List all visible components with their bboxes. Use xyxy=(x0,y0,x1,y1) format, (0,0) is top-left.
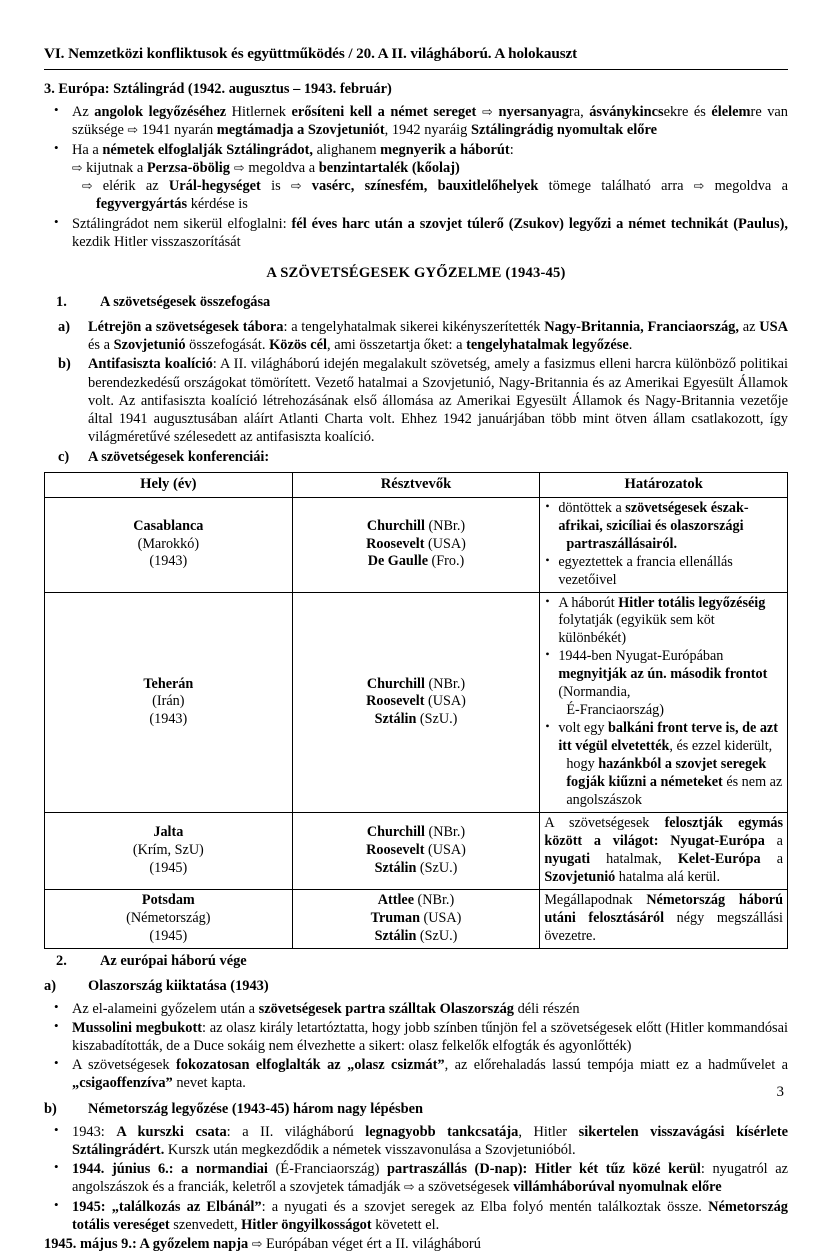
page-number: 3 xyxy=(776,1084,784,1100)
body-text: és nem az angolszászok xyxy=(566,774,783,808)
emphasis-text: nyersanyag xyxy=(498,104,569,121)
bullet-item xyxy=(44,103,788,139)
table-row xyxy=(45,592,788,812)
section-2b-heading xyxy=(44,1100,788,1118)
place-line xyxy=(49,518,288,536)
victory-day-line xyxy=(44,1235,788,1253)
cell-decisions xyxy=(540,812,788,889)
section-2-label: Az európai háború vége xyxy=(100,952,247,969)
body-text: Ha a xyxy=(72,141,103,158)
cell-place xyxy=(45,592,293,812)
body-text xyxy=(302,178,312,194)
body-text: 1944-ben Nyugat-Európában xyxy=(558,648,724,665)
bullet-item xyxy=(44,1000,788,1018)
body-text: , és ezzel kiderült, xyxy=(669,738,773,755)
place-line xyxy=(49,824,288,842)
participant-country: (NBr.) xyxy=(424,517,466,534)
participant-country: (Fro.) xyxy=(428,553,465,570)
emphasis-text: fegyvergyártás xyxy=(96,196,188,213)
section-2a-letter: a) xyxy=(44,977,56,994)
participant-name: Churchill xyxy=(366,824,425,841)
participant-country: (USA) xyxy=(424,693,466,710)
bullet-item xyxy=(44,215,788,251)
body-text: Az xyxy=(72,104,95,121)
emphasis-text: Mussolini megbukott xyxy=(72,1019,203,1036)
table-header-row xyxy=(45,472,788,497)
participant-name: Roosevelt xyxy=(366,693,425,710)
bullet-item xyxy=(44,141,788,214)
participant-line xyxy=(297,892,536,910)
body-text: : A II. világháború idején megalakult szövetség, amely a fasizmus elleni harcra különböző politikai berendezkedésű országokat tömörített. Vezető hatalmai a Szovjetunió, Nagy-Britannia és az Amerikai Egyesült Államok volt. Az antifasiszta koalíció létrehozásának első állomása az Amerikai Egyesült Államok és Nagy-Britannia vezetője által 1941 augusztusában aláírt Atlanti Charta volt. Ehhez 1942 januárjában több mint ötven állam csatlakozott, így világméretűvé szélesedett az antifasiszta koalíció. xyxy=(88,356,788,446)
place-line: (Marokkó) xyxy=(137,535,200,552)
body-text: : az olasz király letartóztatta, hogy jobb színben tűnjön fel a szövetségesek előtt (Hitler kommandósai kiszabadították, de a Duce sokáig nem élvezhette a sikert: olasz felkelők elfogták és agyonlőtték) xyxy=(72,1019,789,1055)
arrow-glyph: ⇨ xyxy=(82,178,93,194)
emphasis-text: Szovjetunió xyxy=(113,337,186,354)
lettered-item xyxy=(58,318,788,354)
place-name: Casablanca xyxy=(133,517,204,534)
emphasis-text: fokozatosan elfoglalták az „olasz csizmát” xyxy=(175,1057,445,1074)
emphasis-text: felosztják egymás között a világot: Nyugat-Európa xyxy=(544,814,783,849)
body-text: a xyxy=(764,832,783,849)
participant-country: (NBr.) xyxy=(414,892,455,909)
column-header-participants: Résztvevők xyxy=(292,472,540,497)
participant-name: De Gaulle xyxy=(367,553,428,570)
participant-name: Roosevelt xyxy=(366,841,425,858)
conferences-table-body xyxy=(45,497,788,948)
section-3-title: 3. Európa: Sztálingrád (1942. augusztus – 1943. február) xyxy=(44,80,392,97)
emphasis-text: megnyitják az ún. második frontot xyxy=(558,666,768,683)
cell-decisions xyxy=(540,592,788,812)
emphasis-text: szövetségesek partra szálltak Olaszország xyxy=(258,1000,514,1017)
participant-country: (USA) xyxy=(424,841,466,858)
body-text: : nyugatról az angolszászok és a franciák, keletről a szovjetek támadják xyxy=(72,1161,789,1196)
body-text: kérdése is xyxy=(187,196,248,213)
participant-line xyxy=(297,910,536,928)
body-text: hogy xyxy=(566,756,599,773)
bullet-item xyxy=(44,1056,788,1092)
cell-participants xyxy=(292,497,540,592)
body-text: (Normandia, xyxy=(558,684,631,701)
body-text: déli részén xyxy=(513,1000,580,1017)
emphasis-text: Németország totális vereséget xyxy=(72,1198,788,1233)
participant-name: Churchill xyxy=(366,517,425,534)
emphasis-text: Urál-hegységet xyxy=(168,178,261,195)
page-content xyxy=(44,44,788,1253)
bullet-item xyxy=(44,1123,788,1159)
arrow-glyph: ⇨ xyxy=(72,159,83,175)
body-text: re van szüksége xyxy=(72,104,788,139)
cell-place xyxy=(45,497,293,592)
body-text: Az el-alameini győzelem után a xyxy=(72,1000,259,1017)
participant-line xyxy=(297,824,536,842)
decision-continuation xyxy=(558,756,783,810)
body-text: : a nyugati és a szovjet seregek az Elba folyó mentén találkoztak össze. xyxy=(261,1198,709,1215)
body-text: a xyxy=(760,850,783,867)
item-letter: c) xyxy=(58,448,70,465)
participant-line xyxy=(297,553,536,571)
emphasis-text: legnagyobb tankcsatája xyxy=(365,1123,519,1140)
body-text: , ami összetartja őket: a xyxy=(327,337,467,354)
body-text: hatalmak, xyxy=(590,850,678,867)
participant-line xyxy=(297,518,536,536)
emphasis-text: Kelet-Európa xyxy=(677,850,761,867)
participant-line xyxy=(297,842,536,860)
emphasis-text: tengelyhatalmak legyőzése xyxy=(466,337,629,354)
place-name: Teherán xyxy=(143,675,194,692)
place-line xyxy=(49,892,288,910)
body-text: Kurszk után megkezdődik a németek visszavonulása a Szovjetunióból. xyxy=(164,1141,576,1158)
emphasis-text: szövetségesek észak-afrikai, szicíliai és olaszországi xyxy=(558,499,749,534)
lettered-item xyxy=(58,448,788,466)
table-row xyxy=(45,497,788,592)
place-line: (Irán) xyxy=(152,693,185,710)
cell-place xyxy=(45,812,293,889)
decision-item xyxy=(544,648,783,720)
section-2a-bullet-list xyxy=(44,1000,788,1093)
place-line: (1945) xyxy=(149,859,188,876)
table-row xyxy=(45,889,788,948)
arrow-glyph: ⇨ xyxy=(404,1179,415,1195)
emphasis-text: nyugati xyxy=(544,850,591,867)
body-text: négy megszállási övezetre. xyxy=(544,909,783,944)
body-text: döntöttek a xyxy=(558,499,626,516)
participant-country: (SzU.) xyxy=(416,927,458,944)
emphasis-text: balkáni front terve is, de azt itt végül elvetették xyxy=(558,720,778,755)
body-text: Hitlernek xyxy=(226,104,292,121)
emphasis-text: németek elfoglalják Sztálingrádot, xyxy=(102,141,314,158)
conferences-table xyxy=(44,472,788,949)
emphasis-text: partraszállás (D-nap): Hitler két tűz közé kerül xyxy=(387,1161,701,1178)
emphasis-text: Közös cél xyxy=(269,337,328,354)
participant-line xyxy=(297,928,536,946)
bullet-item xyxy=(44,1198,788,1234)
body-text: Megállapodnak xyxy=(544,891,647,908)
emphasis-text: ásványkincs xyxy=(589,104,664,121)
body-text: : xyxy=(509,141,514,158)
participant-name: Sztálin xyxy=(374,859,417,876)
participant-line xyxy=(297,536,536,554)
emphasis-text: erősíteni kell a német sereget xyxy=(291,104,477,121)
body-text: A szövetségesek xyxy=(544,814,665,831)
body-text: 1941 nyarán xyxy=(138,122,217,139)
body-text: , az előrehaladás lassú tempója miatt ez a hadművelet a xyxy=(444,1057,788,1074)
place-line: (1943) xyxy=(149,553,188,570)
arrow-sub-line xyxy=(72,177,788,213)
emphasis-text: benzintartalék (kőolaj) xyxy=(318,159,460,176)
emphasis-text: Perzsa-öbölig xyxy=(146,159,230,176)
participant-line xyxy=(297,676,536,694)
participant-name: Sztálin xyxy=(374,927,417,944)
emphasis-text: Nagy-Britannia, Franciaország, xyxy=(544,318,739,335)
body-text: Sztálingrádot nem sikerül elfoglalni: xyxy=(72,215,292,232)
body-text: és a xyxy=(88,337,114,354)
body-text: (É-Franciaország) xyxy=(267,1161,387,1178)
emphasis-text: Szovjetunió xyxy=(544,868,616,885)
allies-point-1-number: 1. xyxy=(56,293,67,310)
body-text: , 1942 nyaráig xyxy=(384,122,471,139)
lettered-item xyxy=(58,355,788,446)
section-2b-letter: b) xyxy=(44,1100,57,1117)
section-3-bullet-list xyxy=(44,103,788,251)
allies-point-1-label: A szövetségesek összefogása xyxy=(100,293,271,310)
emphasis-text: 1944. június 6.: a normandiai xyxy=(72,1161,268,1178)
body-text: a szövetségesek xyxy=(414,1179,514,1196)
section-2b-label: Németország legyőzése (1943-45) három nagy lépésben xyxy=(88,1100,424,1117)
body-text: É-Franciaország) xyxy=(566,702,664,719)
body-text: tömege található arra xyxy=(538,178,694,195)
item-letter: a) xyxy=(58,318,70,335)
emphasis-text: villámháborúval nyomulnak előre xyxy=(513,1179,722,1196)
emphasis-text: partraszállásairól. xyxy=(566,535,678,552)
body-text: : a tengelyhatalmak sikerei kikényszerítették xyxy=(283,318,545,335)
participant-line xyxy=(297,860,536,878)
emphasis-text: hazánkból a szovjet seregek fogják kiűzni a németeket xyxy=(566,756,767,791)
column-header-decisions: Határozatok xyxy=(540,472,788,497)
emphasis-text: A kurszki csata xyxy=(116,1123,227,1140)
decision-list xyxy=(544,500,783,590)
body-text: . xyxy=(628,337,633,354)
arrow-sub-line xyxy=(72,159,788,177)
participant-name: Attlee xyxy=(377,892,414,909)
emphasis-text: Hitler totális legyőzéséig xyxy=(618,594,766,611)
body-text: elérik az xyxy=(92,178,169,195)
allies-point-1-heading xyxy=(56,293,788,311)
arrow-glyph: ⇨ xyxy=(127,122,139,138)
place-line: (Németország) xyxy=(126,909,211,926)
emphasis-text: sikertelen visszavágási kísérlete Sztálingrádért. xyxy=(72,1123,788,1158)
emphasis-text: Hitler öngyilkosságot xyxy=(241,1216,372,1233)
bullet-item xyxy=(44,1160,788,1196)
cell-decisions xyxy=(540,889,788,948)
decision-item xyxy=(544,595,783,649)
body-text: követett el. xyxy=(371,1216,440,1233)
column-header-place: Hely (év) xyxy=(45,472,293,497)
section-2-number: 2. xyxy=(56,952,67,969)
body-text: ra, xyxy=(568,104,590,121)
participant-name: Sztálin xyxy=(374,711,417,728)
cell-participants xyxy=(292,889,540,948)
arrow-glyph: ⇨ xyxy=(229,159,249,175)
emphasis-text: Németország háború utáni felosztásáról xyxy=(544,891,783,926)
emphasis-text: Sztálingrádig nyomultak előre xyxy=(470,122,657,139)
emphasis-text: megnyerik a háborút xyxy=(380,141,510,158)
body-text: megoldva a xyxy=(248,159,319,176)
emphasis-text: 1945: „találkozás az Elbánál” xyxy=(72,1198,262,1215)
participant-name: Churchill xyxy=(366,675,425,692)
section-2a-heading xyxy=(44,977,788,995)
body-text: A háborút xyxy=(558,594,619,611)
emphasis-text: Antifasiszta koalíció xyxy=(88,356,213,373)
participant-line xyxy=(297,693,536,711)
participant-name: Roosevelt xyxy=(366,535,425,552)
arrow-glyph: ⇨ xyxy=(693,178,705,194)
body-text: 1943: xyxy=(72,1123,117,1140)
participant-country: (SzU.) xyxy=(416,859,458,876)
allies-victory-title: A SZÖVETSÉGESEK GYŐZELME (1943-45) xyxy=(266,264,566,281)
cell-decisions xyxy=(540,497,788,592)
body-text: A szövetségesek xyxy=(72,1057,176,1074)
body-text: : a II. világháború xyxy=(226,1123,366,1140)
body-text: kezdik Hitler visszaszorítását xyxy=(72,233,241,250)
emphasis-text: fél éves harc után a szovjet túlerő (Zsukov) legyőzi a német technikát (Paulus), xyxy=(291,215,788,232)
emphasis-text: élelem xyxy=(711,104,751,121)
emphasis-text: megtámadja a Szovjetuniót xyxy=(216,122,385,139)
body-text: szenvedett, xyxy=(169,1216,242,1233)
item-letter: b) xyxy=(58,356,71,373)
participant-country: (NBr.) xyxy=(424,824,466,841)
decision-continuation xyxy=(558,536,783,554)
place-line: (1943) xyxy=(149,711,188,728)
arrow-glyph: ⇨ xyxy=(291,178,302,194)
body-text: nevet kapta. xyxy=(172,1075,246,1092)
body-text: megoldva a xyxy=(704,178,788,195)
participant-country: (NBr.) xyxy=(424,675,466,692)
place-name: Potsdam xyxy=(141,892,195,909)
body-text: egyeztettek a francia ellenállás vezetőivel xyxy=(558,553,733,588)
emphasis-text: 1945. május 9.: A győzelem napja xyxy=(44,1236,249,1253)
cell-participants xyxy=(292,592,540,812)
place-line xyxy=(49,676,288,694)
place-name: Jalta xyxy=(153,824,184,841)
cell-place xyxy=(45,889,293,948)
decision-list xyxy=(544,595,783,810)
body-text: ekre és xyxy=(663,104,712,121)
emphasis-text: Létrejön a szövetségesek tábora xyxy=(88,318,284,335)
table-row xyxy=(45,812,788,889)
body-text: összefogását. xyxy=(185,337,270,354)
arrow-glyph: ⇨ xyxy=(251,1236,263,1252)
bullet-item xyxy=(44,1019,788,1055)
decision-item xyxy=(544,500,783,554)
participant-line xyxy=(297,711,536,729)
participant-country: (USA) xyxy=(424,535,466,552)
emphasis-text: angolok legyőzéséhez xyxy=(94,104,227,121)
body-text: Európában véget ért a II. világháború xyxy=(262,1236,481,1253)
body-text: folytatják (egyikük sem köt különbékét) xyxy=(558,612,715,647)
emphasis-text: USA xyxy=(759,318,788,335)
section-2-heading xyxy=(56,952,788,970)
emphasis-text: „csigaoffenzíva” xyxy=(72,1075,173,1092)
section-2a-label: Olaszország kiiktatása (1943) xyxy=(88,977,269,994)
decision-item xyxy=(544,720,783,810)
body-text: is xyxy=(260,178,292,195)
decision-item xyxy=(544,554,783,590)
participant-country: (SzU.) xyxy=(416,711,458,728)
body-text: , Hitler xyxy=(518,1123,579,1140)
body-text: az xyxy=(738,318,760,335)
body-text: alighanem xyxy=(313,141,381,158)
emphasis-text: A szövetségesek konferenciái: xyxy=(88,448,270,465)
arrow-glyph: ⇨ xyxy=(476,104,499,120)
place-line: (1945) xyxy=(149,927,188,944)
place-line: (Krím, SzU) xyxy=(132,841,204,858)
participant-name: Truman xyxy=(370,909,420,926)
participant-country: (USA) xyxy=(419,909,462,926)
running-header: VI. Nemzetközi konfliktusok és együttműködés / 20. A II. világháború. A holokauszt xyxy=(44,44,788,70)
body-text: volt egy xyxy=(558,720,608,737)
body-text: hatalma alá kerül. xyxy=(615,868,721,885)
decision-continuation xyxy=(558,702,783,720)
allies-lettered-list xyxy=(44,318,788,466)
section-2b-bullet-list xyxy=(44,1123,788,1234)
body-text: kijutnak a xyxy=(82,159,147,176)
cell-participants xyxy=(292,812,540,889)
emphasis-text: vasérc, színesfém, bauxitlelőhelyek xyxy=(311,178,539,195)
